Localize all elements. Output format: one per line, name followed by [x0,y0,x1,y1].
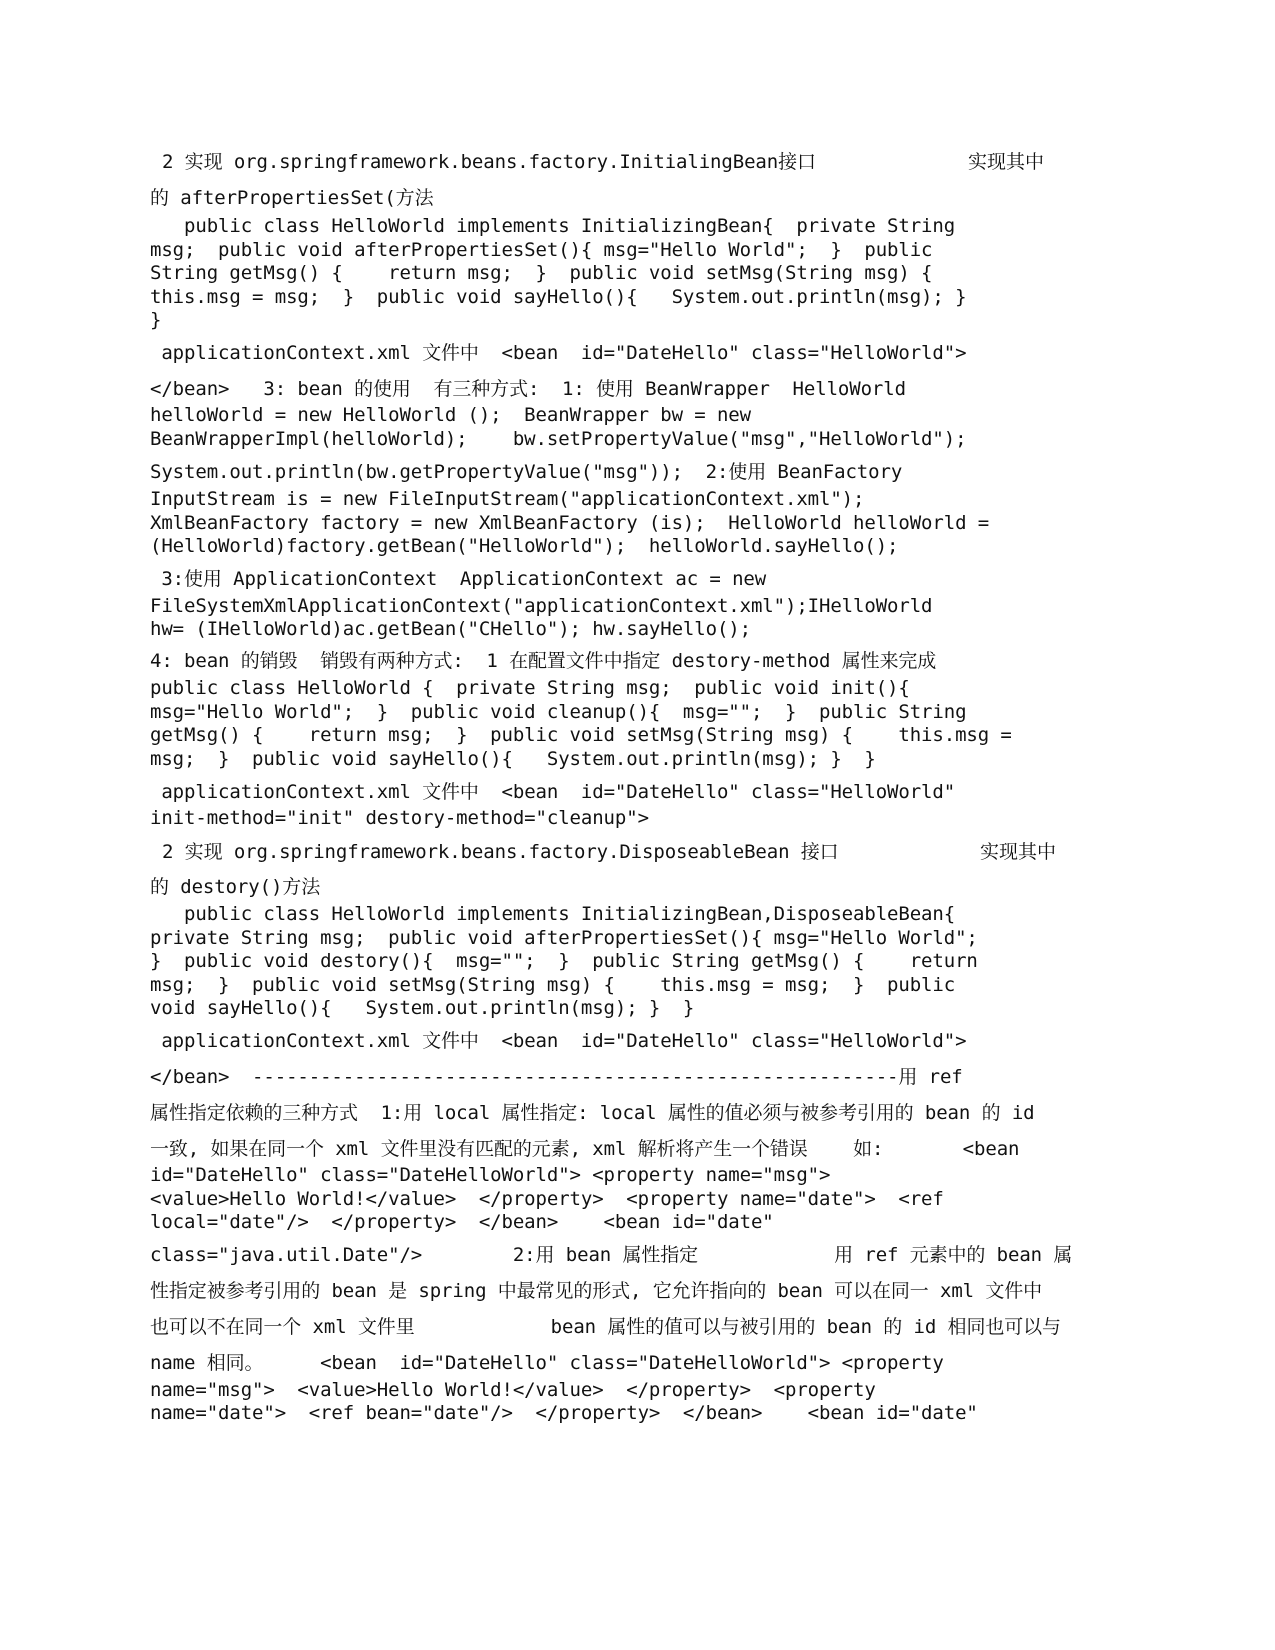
text-line: </bean> ---------------------------------------------------------用 ref [150,1066,963,1088]
text-line: 的 destory()方法 [150,876,321,898]
text-line: } [150,309,162,331]
text-line: getMsg() { return msg; } public void setMsg(String msg) { this.msg = [150,724,1012,746]
text-line: public class HelloWorld implements InitializingBean,DisposeableBean{ [150,903,956,925]
text-line: this.msg = msg; } public void sayHello(){ System.out.println(msg); } [150,286,967,308]
text-line: msg; } public void setMsg(String msg) { this.msg = msg; } public [150,974,956,996]
text-line: class="java.util.Date"/> 2:用 bean 属性指定 用 ref 元素中的 bean 属 [150,1244,1073,1266]
text-line: <value>Hello World!</value> </property> <property name="date"> <ref [150,1188,944,1210]
text-line: System.out.println(bw.getPropertyValue("msg")); 2:使用 BeanFactory [150,461,903,483]
text-line: 2 实现 org.springframework.beans.factory.DisposeableBean 接口 [162,841,839,863]
text-line: String getMsg() { return msg; } public void setMsg(String msg) { [150,262,933,284]
text-line: name="date"> <ref bean="date"/> </property> </bean> <bean id="date" [150,1402,978,1424]
text-line: public class HelloWorld { private String msg; public void init(){ [150,677,910,699]
text-line: id="DateHello" class="DateHelloWorld"> <property name="msg"> [150,1164,831,1186]
text-line: msg="Hello World"; } public void cleanup(){ msg=""; } public String [150,701,967,723]
text-line: helloWorld = new HelloWorld (); BeanWrapper bw = new [150,404,751,426]
text-line: name="msg"> <value>Hello World!</value> </property> <property [150,1379,876,1401]
text-line: FileSystemXmlApplicationContext("applicationContext.xml");IHelloWorld [150,595,933,617]
text-line: msg; public void afterPropertiesSet(){ msg="Hello World"; } public [150,239,933,261]
text-line: init-method="init" destory-method="cleanup"> [150,807,649,829]
text-line: applicationContext.xml 文件中 <bean id="DateHello" class="HelloWorld"> [150,342,967,364]
text-line: private String msg; public void afterPropertiesSet(){ msg="Hello World"; [150,927,978,949]
text-line: applicationContext.xml 文件中 <bean id="DateHello" class="HelloWorld" [150,781,956,803]
text-line: msg; } public void sayHello(){ System.out.println(msg); } } [150,748,876,770]
text-line: (HelloWorld)factory.getBean("HelloWorld"); helloWorld.sayHello(); [150,535,899,557]
text-line: </bean> 3: bean 的使用 有三种方式: 1: 使用 BeanWrapper HelloWorld [150,378,906,400]
text-line: XmlBeanFactory factory = new XmlBeanFactory (is); HelloWorld helloWorld = [150,512,990,534]
text-line: applicationContext.xml 文件中 <bean id="DateHello" class="HelloWorld"> [150,1030,967,1052]
text-line: void sayHello(){ System.out.println(msg); } } [150,997,695,1019]
text-line: 性指定被参考引用的 bean 是 spring 中最常见的形式, 它允许指向的 bean 可以在同一 xml 文件中 [150,1280,1043,1302]
text-line: 一致, 如果在同一个 xml 文件里没有匹配的元素, xml 解析将产生一个错误 如: <bean [150,1138,1020,1160]
text-line: hw= (IHelloWorld)ac.getBean("CHello"); hw.sayHello(); [150,618,751,640]
text-line: 2 实现 org.springframework.beans.factory.InitialingBean接口 [162,151,816,173]
text-line: name 相同。 <bean id="DateHello" class="DateHelloWorld"> <property [150,1352,944,1374]
side-note: 实现其中 [968,151,1045,173]
text-line: 的 afterPropertiesSet(方法 [150,187,434,209]
text-line: } public void destory(){ msg=""; } public String getMsg() { return [150,950,978,972]
text-line: 属性指定依赖的三种方式 1:用 local 属性指定: local 属性的值必须与被参考引用的 bean 的 id [150,1102,1035,1124]
text-line: 3:使用 ApplicationContext ApplicationContext ac = new [150,568,767,590]
text-line: local="date"/> </property> </bean> <bean id="date" [150,1211,774,1233]
text-line: 4: bean 的销毁 销毁有两种方式: 1 在配置文件中指定 destory-method 属性来完成 [150,650,937,672]
side-note: 实现其中 [980,841,1057,863]
text-line: 也可以不在同一个 xml 文件里 bean 属性的值可以与被引用的 bean 的 id 相同也可以与 [150,1316,1061,1338]
text-line: BeanWrapperImpl(helloWorld); bw.setPropertyValue("msg","HelloWorld"); [150,428,967,450]
text-line: InputStream is = new FileInputStream("applicationContext.xml"); [150,488,865,510]
text-line: public class HelloWorld implements InitializingBean{ private String [150,215,956,237]
